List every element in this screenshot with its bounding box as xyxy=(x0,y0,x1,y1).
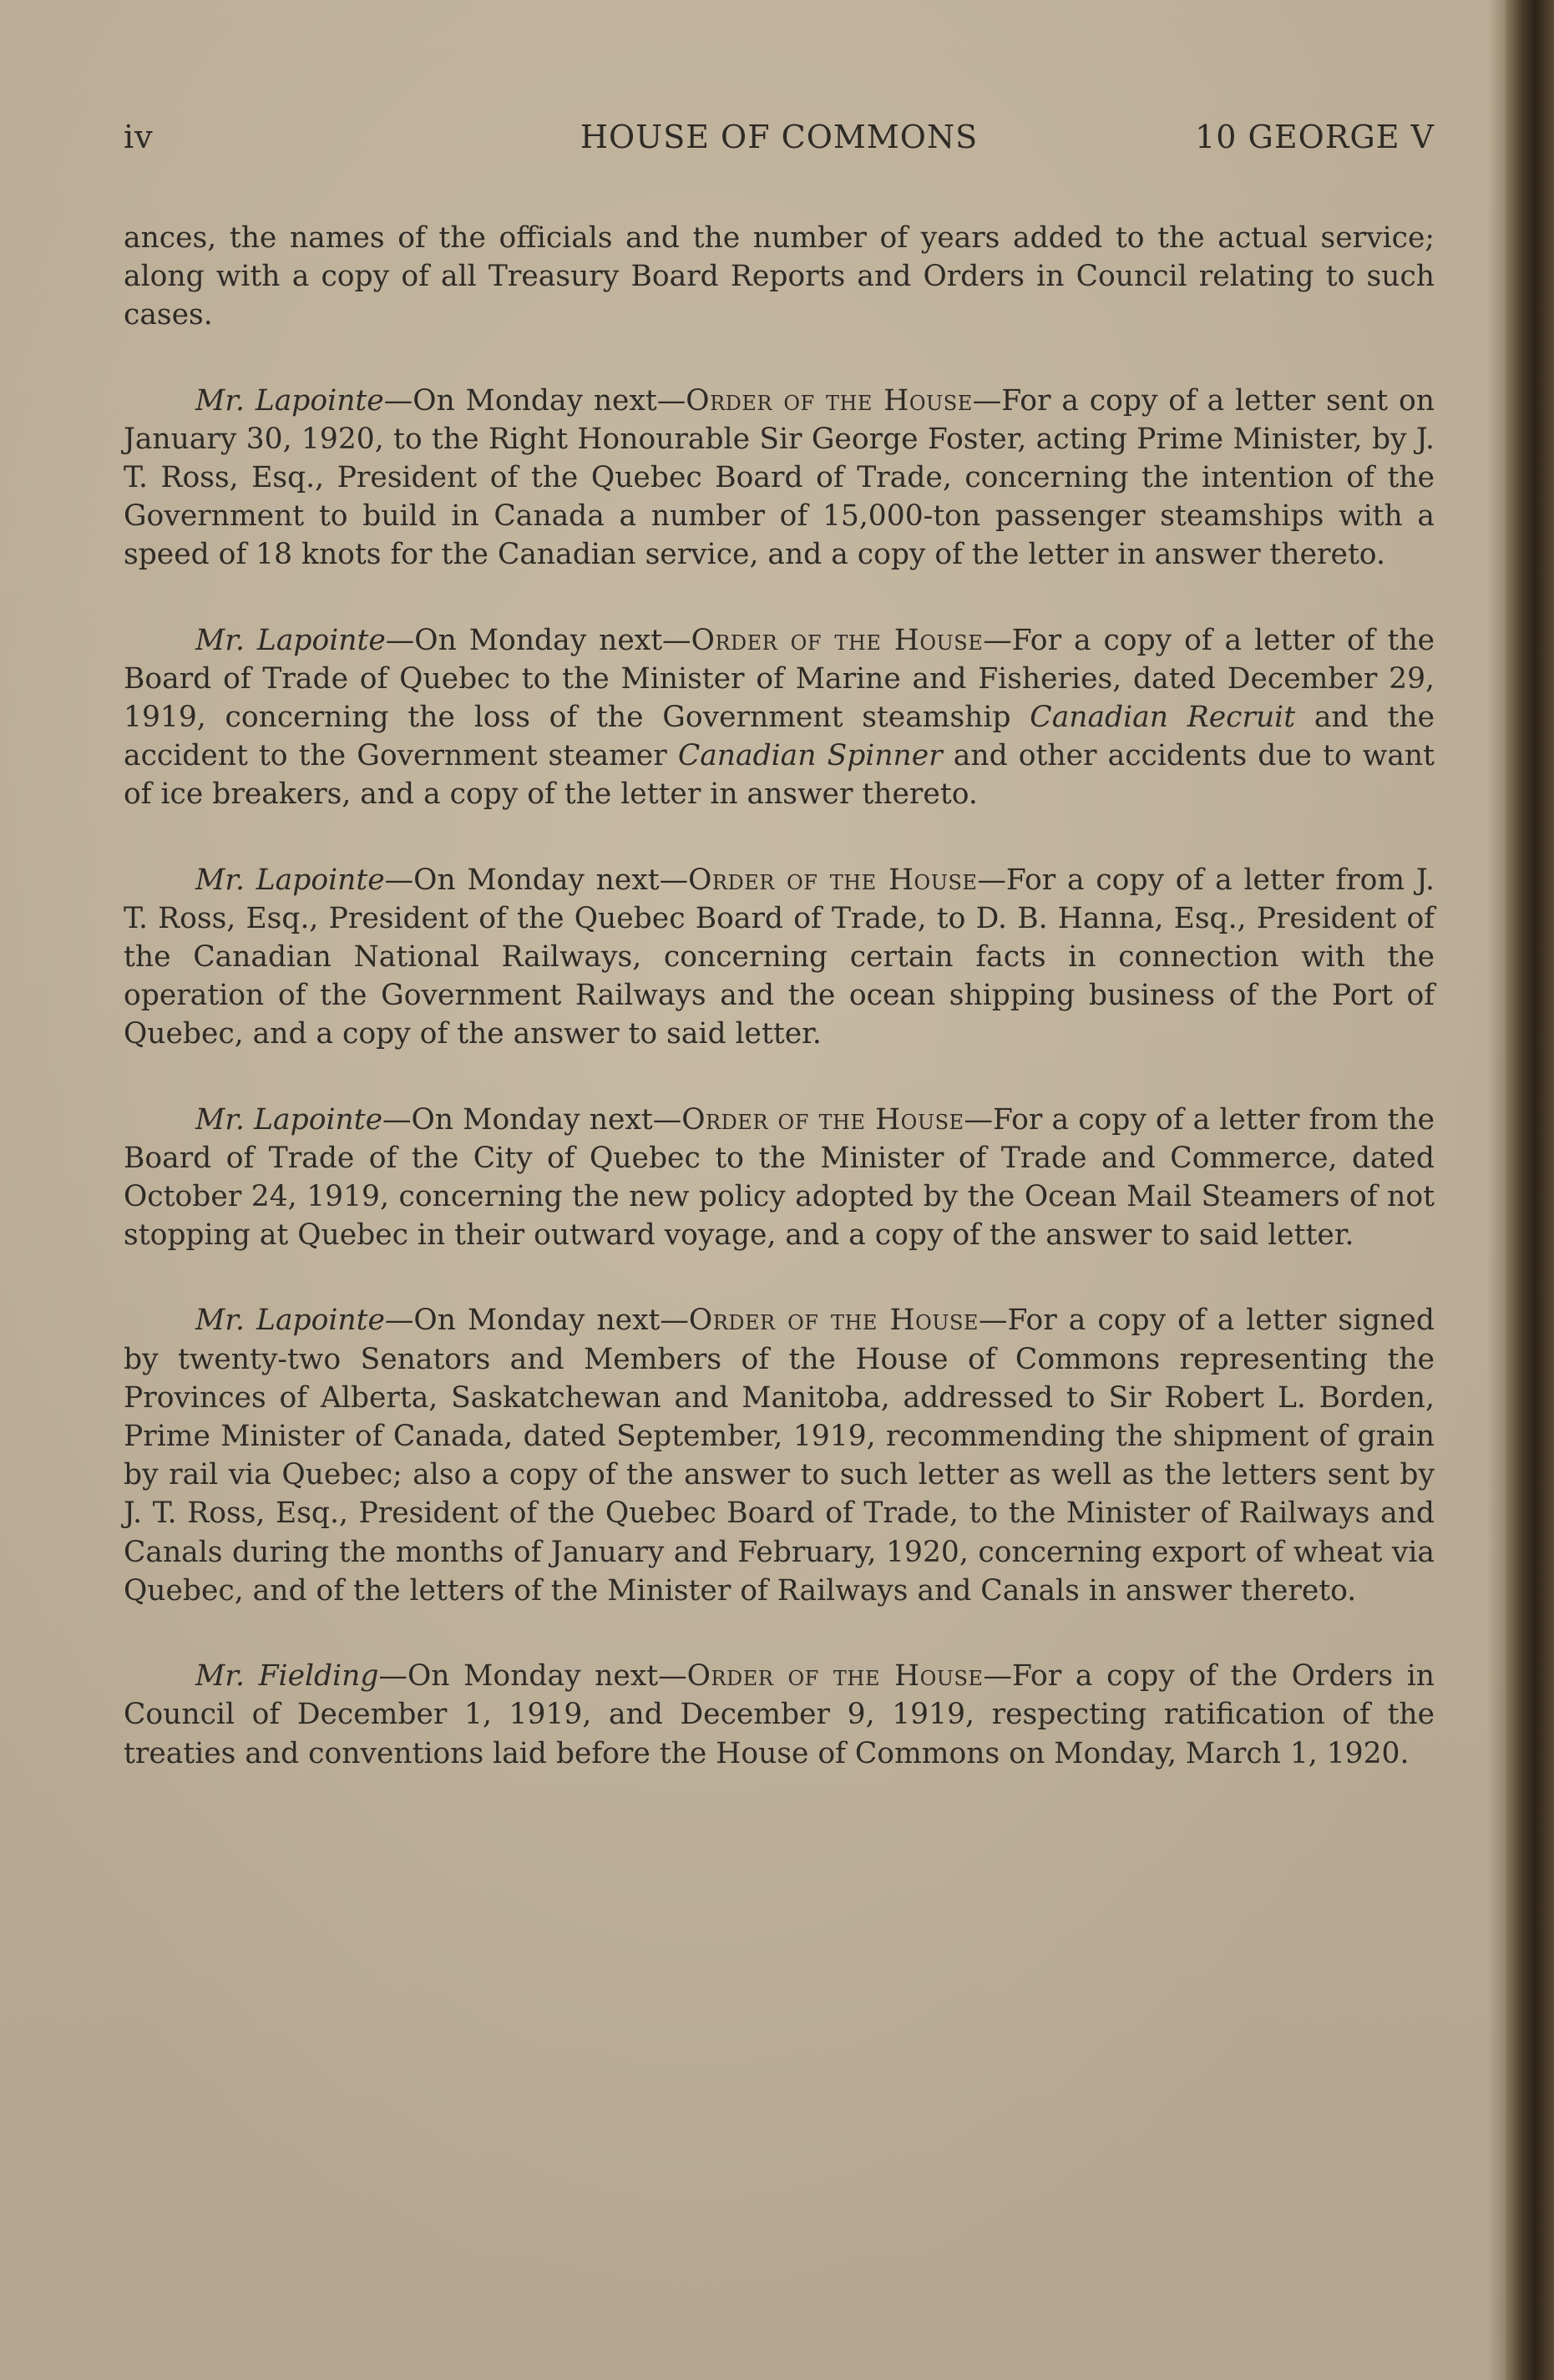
order-of-the-house: Order of the House xyxy=(688,1304,979,1338)
journal-body xyxy=(124,219,1435,1820)
motion-text: —For a copy of a letter sent on January 30, 1920, to the Right Honourable Sir George Foster, acting Prime Minister, by J. T. Ross, Esq., President of the Quebec Board of Trade, concerning the intention of the Government to build in Canada a number of 15,000-ton passenger steamships with a speed of 18 knots for the Canadian service, and a copy of the letter in answer thereto. xyxy=(124,383,1435,572)
notice-of-motion xyxy=(124,621,1435,814)
notice-phrase: —On Monday next— xyxy=(382,1102,682,1137)
notice-of-motion xyxy=(124,382,1435,575)
paragraph-text: ances, the names of the officials and the number of years added to the actual service; along with a copy of all Treasury Board Reports and Orders in Council relating to such cases. xyxy=(124,221,1435,332)
mover-name: Mr. Lapointe xyxy=(195,863,385,897)
regnal-year: 10 GEORGE V xyxy=(1195,119,1435,155)
book-spine xyxy=(1506,0,1554,2380)
order-of-the-house: Order of the House xyxy=(686,383,973,418)
motion-text: and other accidents due to want of ice breakers, and a copy of the letter in answer thereto. xyxy=(124,739,1435,812)
notice-of-motion xyxy=(124,1101,1435,1255)
motion-text: and the accident to the Government steamer xyxy=(124,701,1435,773)
notice-phrase: —On Monday next— xyxy=(383,383,686,418)
motion-text: —For a copy of a letter from J. T. Ross, Esq., President of the Quebec Board of Trade, to D. B. Hanna, Esq., President of the Canadian National Railways, concerning certain facts in connection with the operation of the Government Railways and the ocean shipping business of the Port of Quebec, and a copy of the answer to said letter. xyxy=(124,863,1435,1051)
order-of-the-house: Order of the House xyxy=(681,1102,964,1137)
running-title: HOUSE OF COMMONS xyxy=(580,119,979,155)
ship-name: Canadian Recruit xyxy=(1030,701,1296,735)
mover-name: Mr. Lapointe xyxy=(195,383,384,418)
mover-name: Mr. Lapointe xyxy=(195,1102,382,1137)
page-shadow xyxy=(1487,0,1506,2380)
order-of-the-house: Order of the House xyxy=(688,863,978,897)
notice-phrase: —On Monday next— xyxy=(378,1659,687,1694)
order-of-the-house: Order of the House xyxy=(686,1659,984,1694)
ship-name: Canadian Spinner xyxy=(677,739,943,773)
motion-text: —For a copy of a letter of the Board of Trade of Quebec to the Minister of Marine and Fisheries, dated December 29, 1919, concerning the loss of the Government steamship xyxy=(124,623,1435,735)
order-of-the-house: Order of the House xyxy=(691,623,984,657)
notice-phrase: —On Monday next— xyxy=(385,623,691,657)
continued-paragraph xyxy=(124,219,1435,335)
mover-name: Mr. Lapointe xyxy=(195,623,386,657)
page-number: iv xyxy=(124,119,154,155)
notice-of-motion xyxy=(124,1657,1435,1773)
notice-of-motion xyxy=(124,1301,1435,1610)
motion-text: —For a copy of a letter from the Board of Trade of the City of Quebec to the Minister of Trade and Commerce, dated October 24, 1919, concerning the new policy adopted by the Ocean Mail Steamers of not stopping at Quebec in their outward voyage, and a copy of the answer to said letter. xyxy=(124,1102,1435,1253)
mover-name: Mr. Lapointe xyxy=(195,1304,385,1338)
mover-name: Mr. Fielding xyxy=(195,1659,379,1694)
running-header xyxy=(124,119,1435,165)
motion-text: —For a copy of the Orders in Council of December 1, 1919, and December 9, 1919, respecting ratification of the treaties and conventions laid before the House of Commons on Monday, March 1, 1920. xyxy=(124,1659,1435,1770)
notice-of-motion xyxy=(124,861,1435,1054)
notice-phrase: —On Monday next— xyxy=(384,1304,689,1338)
notice-phrase: —On Monday next— xyxy=(384,863,689,897)
motion-text: —For a copy of a letter signed by twenty-two Senators and Members of the House of Commons representing the Provinces of Alberta, Saskatchewan and Manitoba, addressed to Sir Robert L. Borden, Prime Minister of Canada, dated September, 1919, recommending the shipment of grain by rail via Quebec; also a copy of the answer to such letter as well as the letters sent by J. T. Ross, Esq., President of the Quebec Board of Trade, to the Minister of Railways and Canals during the months of January and February, 1920, concerning export of wheat via Quebec, and of the letters of the Minister of Railways and Canals in answer thereto. xyxy=(124,1304,1435,1608)
